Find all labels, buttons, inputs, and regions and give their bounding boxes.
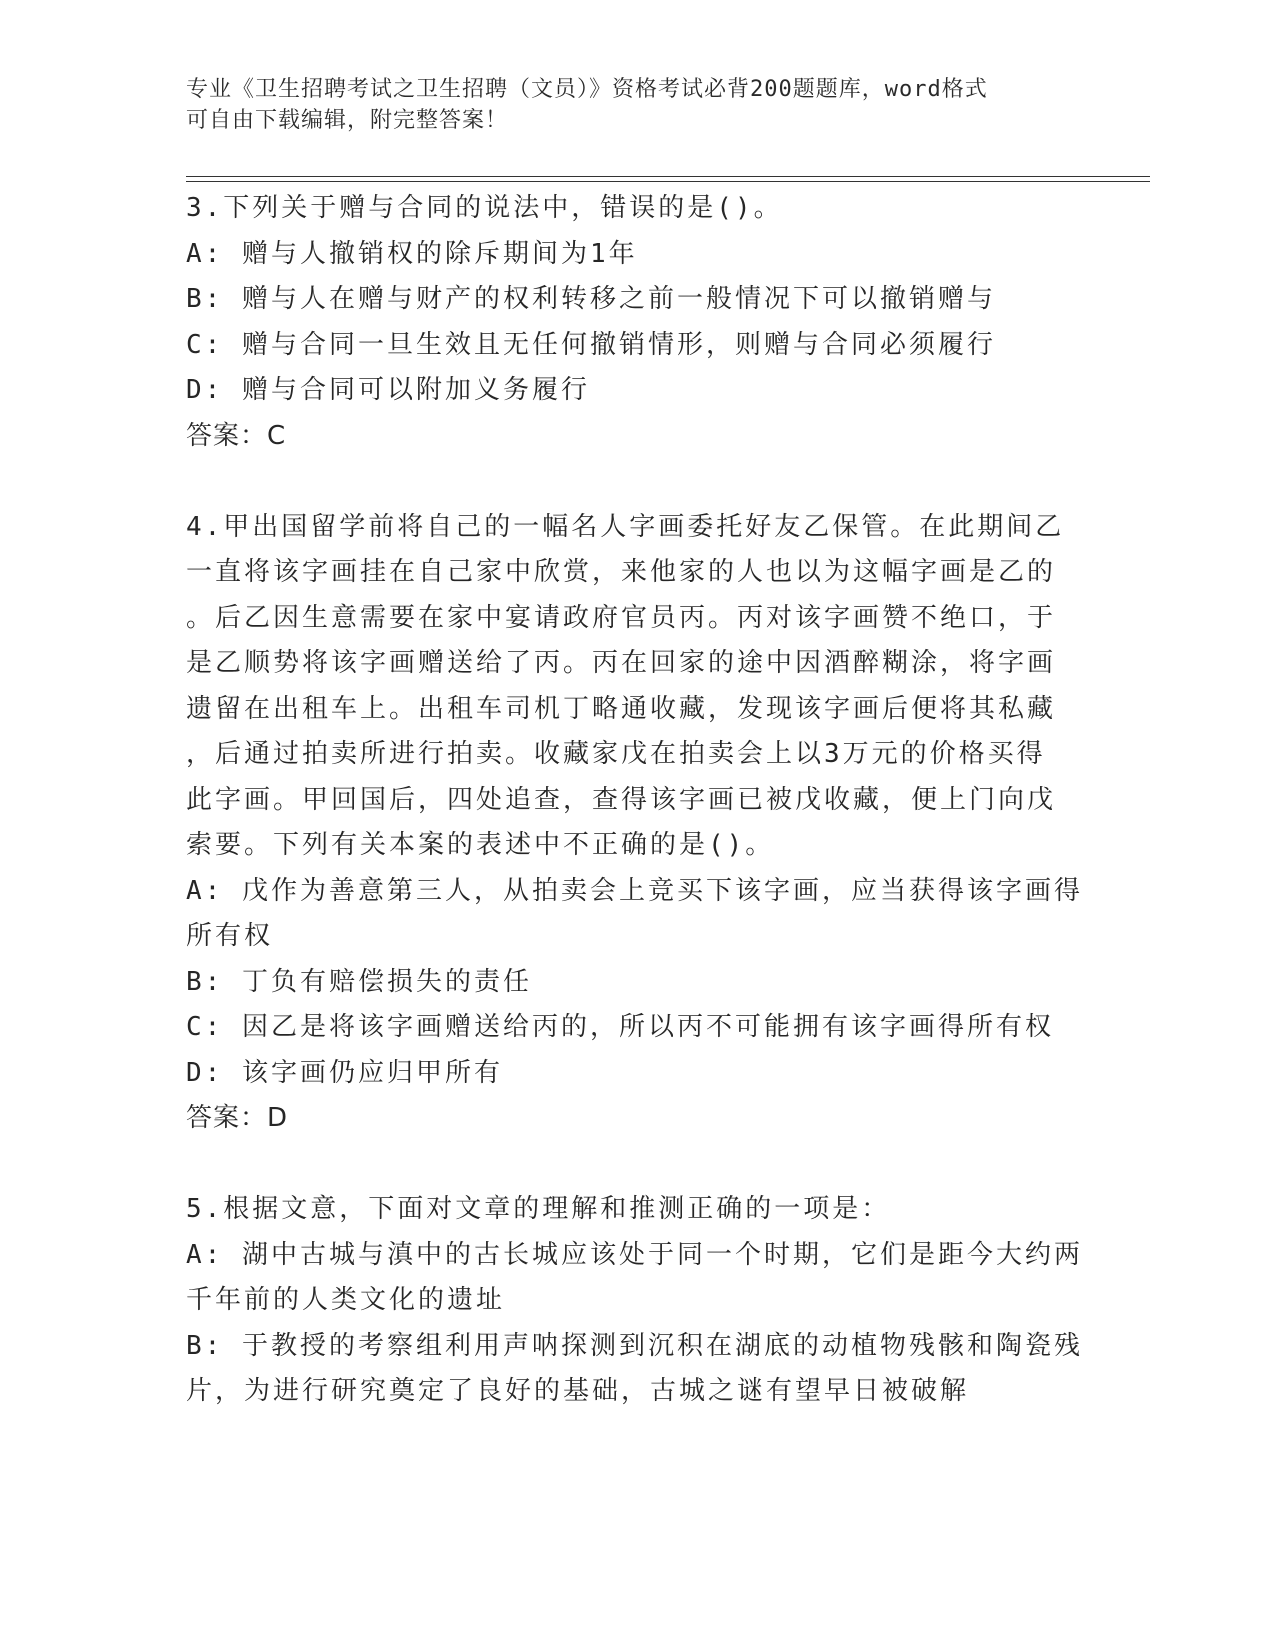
question-3 bbox=[186, 186, 1086, 459]
option-d: D: 赠与合同可以附加义务履行 bbox=[186, 375, 590, 405]
header-divider-bottom bbox=[186, 181, 1150, 182]
document-header bbox=[186, 74, 1066, 136]
question-list bbox=[186, 186, 1086, 1415]
option-d: D: 该字画仍应归甲所有 bbox=[186, 1057, 503, 1088]
question-stem-line: 。后乙因生意需要在家中宴请政府官员丙。丙对该字画赞不绝口，于 bbox=[186, 602, 1057, 633]
option-a: A: 湖中古城与滇中的古长城应该处于同一个时期，它们是距今大约两 bbox=[186, 1239, 1083, 1270]
question-stem-line: 遗留在出租车上。出租车司机丁略通收藏，发现该字画后便将其私藏 bbox=[186, 693, 1057, 724]
header-divider-top bbox=[186, 176, 1150, 177]
option-c: C: 赠与合同一旦生效且无任何撤销情形，则赠与合同必须履行 bbox=[186, 329, 996, 360]
spacer bbox=[186, 459, 1086, 505]
option-b: B: 于教授的考察组利用声呐探测到沉积在湖底的动植物残骸和陶瓷残 bbox=[186, 1330, 1083, 1361]
question-stem-line: ，后通过拍卖所进行拍卖。收藏家戊在拍卖会上以3万元的价格买得 bbox=[186, 739, 1046, 769]
spacer bbox=[186, 1142, 1086, 1188]
question-5 bbox=[186, 1187, 1086, 1415]
option-b-continued: 片，为进行研究奠定了良好的基础，古城之谜有望早日被破解 bbox=[186, 1376, 970, 1406]
option-b: B: 赠与人在赠与财产的权利转移之前一般情况下可以撤销赠与 bbox=[186, 284, 996, 314]
option-a: A: 戊作为善意第三人，从拍卖会上竞买下该字画，应当获得该字画得 bbox=[186, 875, 1083, 906]
question-stem-line: 此字画。甲回国后，四处追查，查得该字画已被戊收藏，便上门向戊 bbox=[186, 784, 1057, 815]
question-4 bbox=[186, 505, 1086, 1142]
question-stem-line: 索要。下列有关本案的表述中不正确的是()。 bbox=[186, 830, 775, 860]
answer-label: 答案：C bbox=[186, 420, 287, 451]
question-stem: 5.根据文意，下面对文章的理解和推测正确的一项是： bbox=[186, 1194, 891, 1224]
question-stem-line: 一直将该字画挂在自己家中欣赏，来他家的人也以为这幅字画是乙的 bbox=[186, 557, 1057, 587]
option-a: A: 赠与人撤销权的除斥期间为1年 bbox=[186, 238, 638, 269]
answer-label: 答案：D bbox=[186, 1103, 289, 1133]
question-stem: 3.下列关于赠与合同的说法中，错误的是()。 bbox=[186, 193, 783, 223]
question-stem-line: 4.甲出国留学前将自己的一幅名人字画委托好友乙保管。在此期间乙 bbox=[186, 511, 1065, 542]
option-c: C: 因乙是将该字画赠送给丙的，所以丙不可能拥有该字画得所有权 bbox=[186, 1012, 1054, 1042]
header-line-2: 可自由下载编辑，附完整答案！ bbox=[186, 108, 509, 133]
option-a-continued: 千年前的人类文化的遗址 bbox=[186, 1285, 506, 1315]
option-a-continued: 所有权 bbox=[186, 921, 274, 951]
question-stem-line: 是乙顺势将该字画赠送给了丙。丙在回家的途中因酒醉糊涂，将字画 bbox=[186, 648, 1057, 678]
option-b: B: 丁负有赔偿损失的责任 bbox=[186, 966, 532, 997]
header-line-1: 专业《卫生招聘考试之卫生招聘（文员）》资格考试必背200题题库，word格式 bbox=[186, 77, 988, 102]
